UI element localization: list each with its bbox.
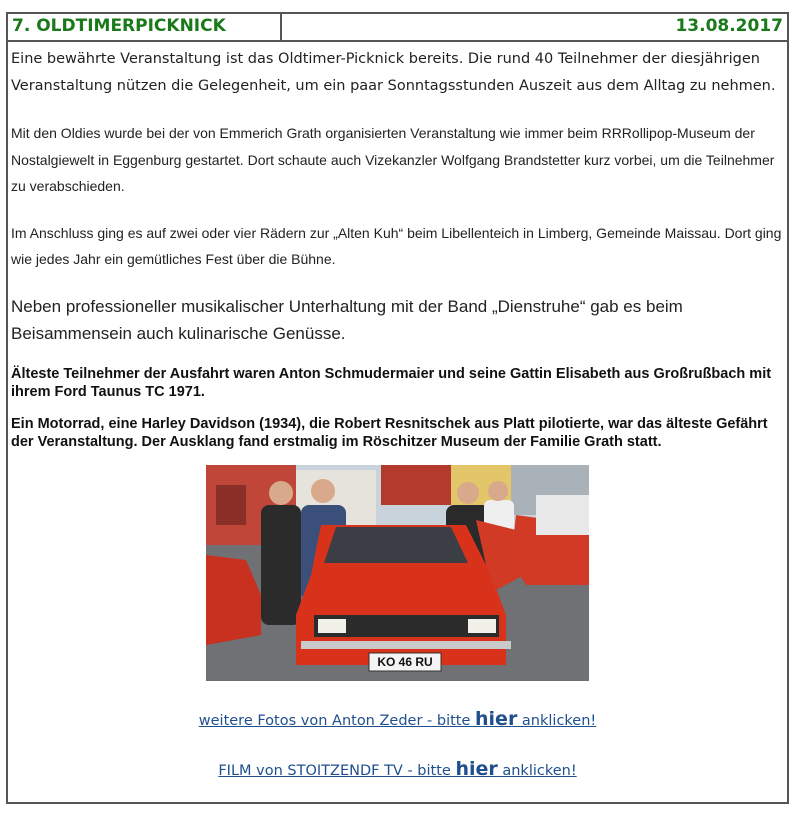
photo-container [11, 465, 784, 686]
license-plate: KO 46 RU [377, 654, 433, 669]
article-box [6, 12, 789, 804]
paragraph-intro: Eine bewährte Veranstaltung ist das Oldtimer-Picknick bereits. Die rund 40 Teilnehmer der diesjährigen Veranstaltung nützen die Gelegenheit, um ein paar Sonntagsstunden Auszeit aus dem Alltag zu nehmen. [11, 51, 776, 94]
event-photo [206, 465, 589, 681]
paragraph-oldest-participants: Älteste Teilnehmer der Ausfahrt waren Anton Schmudermaier und seine Gattin Elisabeth aus Großrußbach mit ihrem Ford Taunus TC 1971. [11, 365, 772, 400]
film-link[interactable] [11, 758, 784, 780]
article-header [8, 14, 787, 42]
more-photos-link-suffix: anklicken! [517, 712, 597, 729]
more-photos-link-prefix: weitere Fotos von Anton Zeder - bitte [198, 712, 476, 729]
article-body [8, 42, 787, 780]
more-photos-link[interactable] [11, 708, 784, 730]
film-link-prefix: FILM von STOITZENDF TV - bitte [218, 762, 456, 779]
paragraph-music: Neben professioneller musikalischer Unterhaltung mit der Band „Dienstruhe“ gab es beim Beisammensein auch kulinarische Genüsse. [11, 296, 683, 343]
paragraph-start: Mit den Oldies wurde bei der von Emmerich Grath organisierten Veranstaltung wie immer beim RRRollipop-Museum der Nostalgiewelt in Eggenburg gestartet. Dort schaute auch Vizekanzler Wolfgang Brandstetter kurz vorbei, um die Teilnehmer zu verabschieden. [11, 125, 775, 194]
links-section [11, 708, 784, 780]
more-photos-link-strong: hier [475, 707, 518, 730]
paragraph-route: Im Anschluss ging es auf zwei oder vier Rädern zur „Alten Kuh“ beim Libellenteich in Limberg, Gemeinde Maissau. Dort ging wie jedes Jahr ein gemütliches Fest über die Bühne. [11, 224, 782, 267]
event-photo-illustration [206, 465, 589, 681]
film-link-suffix: anklicken! [497, 762, 577, 779]
article-date: 13.08.2017 [675, 16, 783, 36]
film-link-strong: hier [455, 757, 498, 780]
paragraph-motorcycle: Ein Motorrad, eine Harley Davidson (1934), die Robert Resnitschek aus Platt pilotierte, war das älteste Gefährt der Veranstaltung. Der Ausklang fand erstmalig im Röschitzer Museum der Familie Grath statt. [11, 415, 768, 450]
article-title: 7. OLDTIMERPICKNICK [8, 14, 282, 40]
